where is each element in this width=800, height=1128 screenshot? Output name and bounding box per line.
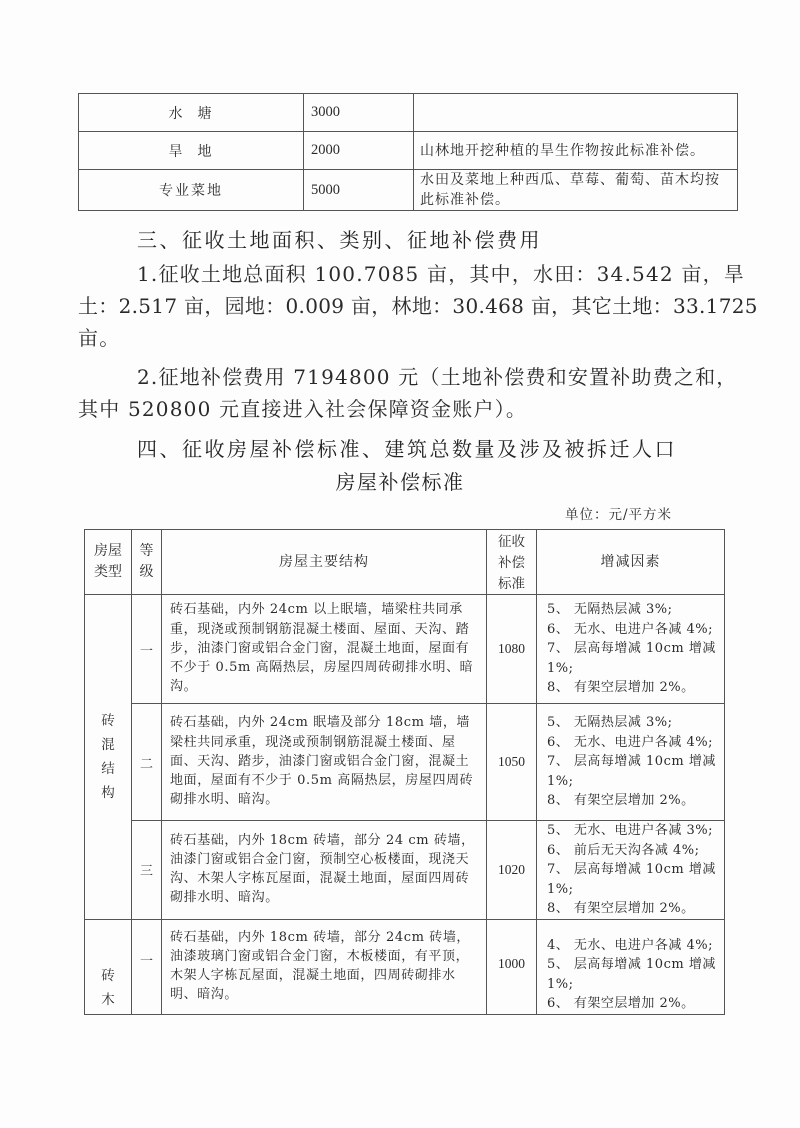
crop-price-cell: 3000 (304, 94, 414, 132)
section-3-para-1-line-3: 亩。 (78, 326, 121, 350)
structure-cell: 砖石基础，内外 18cm 砖墙，部分 24cm 砖墙，油漆玻璃门窗或铝合金门窗，木板楼面，有平顶，木架人字栋瓦屋面，混凝土地面，四周砖砌排水明、暗沟。 (162, 919, 487, 1014)
header-grade (132, 530, 162, 595)
price-cell: 1080 (487, 595, 537, 704)
price-cell: 1050 (487, 704, 537, 821)
table-row (79, 170, 738, 211)
structure-cell: 砖石基础，内外 24cm 眠墙及部分 18cm 墙，墙梁柱共同承重，现浇或预制钢筋混凝土楼面、屋面、天沟、踏步，油漆门窗或铝合金门窗，混凝土地面，屋面有不少于 0.5m 高隔热层，房屋四周砖砌排水明、暗沟。 (162, 704, 487, 821)
crop-note-cell (414, 94, 738, 132)
factors-cell (537, 704, 725, 821)
section-4-heading: 四、征收房屋补偿标准、建筑总数量及涉及被拆迁人口 (137, 437, 677, 461)
header-structure: 房屋主要结构 (162, 530, 487, 595)
header-price-label: 征收补偿标准 (498, 533, 525, 591)
section-3-para-1-line-1: 1.征收土地总面积 100.7085 亩，其中，水田：34.542 亩，旱 (137, 262, 745, 286)
header-grade-label: 等级 (139, 543, 154, 580)
crop-name-cell: 旱 地 (79, 132, 304, 170)
header-house-type (85, 530, 132, 595)
crop-note-cell: 山林地开挖种植的旱生作物按此标准补偿。 (414, 132, 738, 170)
table-row (79, 94, 738, 132)
structure-cell: 砖石基础，内外 18cm 砖墙，部分 24 cm 砖墙，油漆门窗或铝合金门窗，预制空心板楼面，现浇天沟、木架人字栋瓦屋面，混凝土地面，屋面四周砖砌排水明、暗沟。 (162, 821, 487, 920)
structure-cell: 砖石基础，内外 24cm 以上眠墙，墙梁柱共同承重，现浇或预制钢筋混凝土楼面、屋面、天沟、踏步，油漆门窗或铝合金门窗，混凝土地面，屋面有不少于 0.5m 高隔热层，房屋四周砖砌排水明、暗沟。 (162, 595, 487, 704)
crop-compensation-table (78, 93, 738, 211)
table-row (85, 919, 725, 1014)
price-cell: 1020 (487, 821, 537, 920)
header-house-type-label: 房屋类型 (94, 543, 122, 580)
house-type-label: 砖混结构 (101, 712, 115, 801)
table-header-row (85, 530, 725, 595)
factor-item: 7、 层高每增减 10cm 增减 1%; (547, 641, 716, 676)
house-type-label: 砖木 (101, 967, 115, 1008)
factor-item: 7、 层高每增减 10cm 增减 1%; (547, 754, 716, 789)
factor-item: 5、 无水、电进户各减 3%; (547, 823, 714, 838)
house-table-title: 房屋补偿标准 (335, 470, 465, 494)
factor-item: 8、 有架空层增加 2%。 (547, 793, 695, 809)
factors-cell (537, 821, 725, 920)
factor-item: 6、 无水、电进户各减 4%; (547, 734, 714, 750)
section-3-para-2-line-1: 2.征地补偿费用 7194800 元（土地补偿费和安置补助费之和， (137, 365, 738, 389)
factor-item: 8、 有架空层增加 2%。 (547, 901, 695, 916)
crop-name-cell: 专业菜地 (79, 170, 304, 211)
table-row (85, 704, 725, 821)
grade-cell: 三 (132, 821, 162, 920)
house-compensation-table (84, 529, 725, 1015)
factor-item: 7、 层高每增减 10cm 增减 1%; (547, 862, 716, 897)
crop-price-cell: 5000 (304, 170, 414, 211)
table-row (85, 821, 725, 920)
factor-item: 6、 有架空层增加 2%。 (547, 996, 695, 1011)
header-price (487, 530, 537, 595)
factor-item: 5、 无隔热层减 3%; (547, 602, 673, 618)
crop-note-cell: 水田及菜地上种西瓜、草莓、葡萄、苗木均按此标准补偿。 (414, 170, 738, 211)
header-factors: 增减因素 (537, 530, 725, 595)
house-type-cell (85, 919, 132, 1014)
factors-cell (537, 919, 725, 1014)
factor-item: 4、 无水、电进户各减 4%; (547, 937, 714, 953)
crop-price-cell: 2000 (304, 132, 414, 170)
section-3-heading: 三、征收土地面积、类别、征地补偿费用 (137, 228, 542, 252)
factor-item: 8、 有架空层增加 2%。 (547, 680, 695, 696)
factor-item: 5、 无隔热层减 3%; (547, 715, 673, 731)
factor-item: 5、 层高每增减 10cm 增减 1%; (547, 957, 716, 992)
table-row (79, 132, 738, 170)
house-type-cell (85, 595, 132, 920)
unit-label: 单位：元/平方米 (565, 507, 673, 523)
grade-cell: 一 (132, 919, 162, 1014)
grade-cell: 二 (132, 704, 162, 821)
section-3-para-2-line-2: 其中 520800 元直接进入社会保障资金账户）。 (78, 397, 528, 421)
price-cell: 1000 (487, 919, 537, 1014)
factor-item: 6、 前后无天沟各减 4%; (547, 842, 700, 858)
grade-cell: 一 (132, 595, 162, 704)
crop-name-cell: 水 塘 (79, 94, 304, 132)
table-row (85, 595, 725, 704)
factor-item: 6、 无水、电进户各减 4%; (547, 621, 714, 637)
section-3-para-1-line-2: 土：2.517 亩，园地：0.009 亩，林地：30.468 亩，其它土地：33.1725 (78, 294, 758, 318)
factors-cell (537, 595, 725, 704)
